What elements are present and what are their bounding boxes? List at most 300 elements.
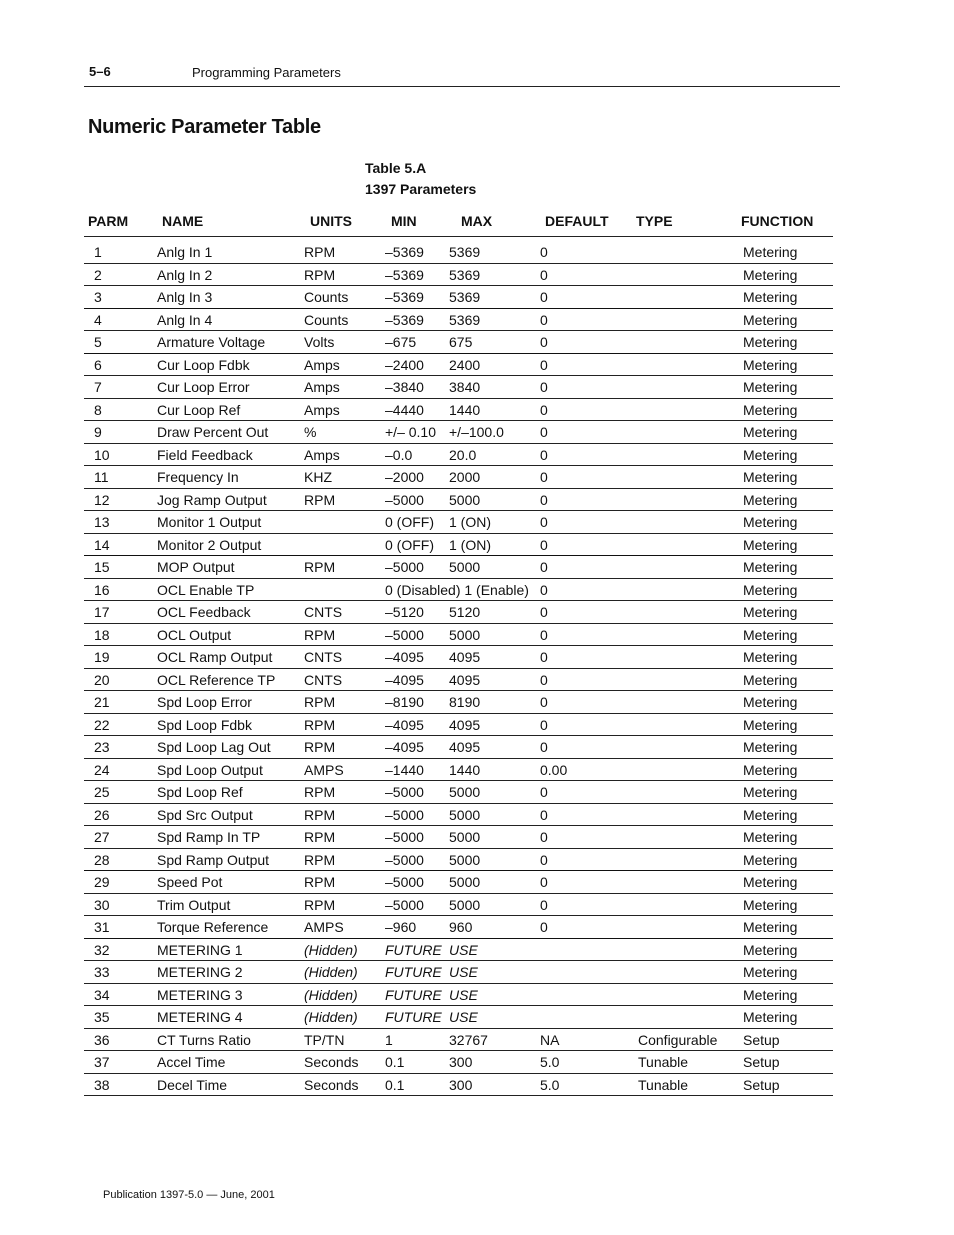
cell-function: Setup: [743, 1076, 780, 1093]
table-row: [84, 466, 833, 489]
cell-units: RPM: [304, 559, 336, 575]
cell-min: –4440: [385, 401, 424, 418]
cell-function: Metering: [743, 401, 798, 418]
cell-max: 4095: [449, 739, 481, 755]
cell-function: Metering: [743, 536, 798, 553]
cell-units: RPM: [304, 874, 336, 890]
cell-function: Metering: [743, 716, 798, 733]
cell-function: Metering: [743, 626, 798, 643]
cell-name: CT Turns Ratio: [157, 1031, 251, 1048]
cell-units: CNTS: [304, 649, 343, 665]
cell-max: 5120: [449, 604, 481, 620]
cell-name: OCL Reference TP: [157, 671, 276, 688]
cell-min: –4095: [385, 716, 424, 733]
table-row: [84, 264, 833, 287]
cell-min: –2400: [385, 356, 424, 373]
cell-name: METERING 2: [157, 964, 243, 980]
cell-function: Metering: [743, 356, 798, 373]
cell-units: (Hidden): [304, 964, 358, 980]
cell-parm: 25: [94, 784, 110, 800]
cell-max: 4095: [449, 649, 481, 665]
cell-name: OCL Ramp Output: [157, 649, 273, 665]
cell-default: 0: [540, 446, 548, 463]
cell-max: 4095: [449, 671, 481, 688]
cell-units: AMPS: [304, 919, 344, 935]
cell-default: 0: [540, 491, 548, 508]
cell-units: Amps: [304, 446, 340, 463]
cell-name: Anlg In 2: [157, 266, 213, 283]
cell-name: Speed Pot: [157, 874, 223, 890]
cell-max: 5000: [449, 851, 481, 868]
table-row: [84, 984, 833, 1007]
cell-units: Counts: [304, 289, 349, 305]
cell-units: RPM: [304, 694, 336, 710]
cell-min: –8190: [385, 694, 424, 710]
cell-function: Metering: [743, 491, 798, 508]
table-row: [84, 601, 833, 624]
cell-default: 0: [540, 784, 548, 800]
cell-default: 0: [540, 851, 548, 868]
cell-min: –4095: [385, 649, 424, 665]
cell-max: 5000: [449, 784, 481, 800]
cell-units: AMPS: [304, 761, 344, 778]
cell-min: FUTURE: [385, 986, 442, 1003]
cell-max: 300: [449, 1054, 473, 1070]
cell-max: 5000: [449, 874, 481, 890]
cell-parm: 5: [94, 334, 102, 350]
cell-parm: 23: [94, 739, 110, 755]
cell-function: Metering: [743, 739, 798, 755]
cell-min: 0.1: [385, 1076, 405, 1093]
cell-name: OCL Enable TP: [157, 581, 255, 598]
cell-name: Accel Time: [157, 1054, 226, 1070]
cell-name: Jog Ramp Output: [157, 491, 267, 508]
cell-name: Anlg In 1: [157, 244, 213, 260]
cell-default: 0: [540, 424, 548, 440]
cell-min: –5000: [385, 896, 424, 913]
cell-units: RPM: [304, 244, 336, 260]
cell-type: Tunable: [638, 1076, 689, 1093]
cell-max: 4095: [449, 716, 481, 733]
cell-function: Metering: [743, 244, 798, 260]
cell-units: CNTS: [304, 604, 343, 620]
cell-parm: 27: [94, 829, 110, 845]
cell-max: 5000: [449, 806, 481, 823]
cell-function: Metering: [743, 806, 798, 823]
table-row: [84, 691, 833, 714]
cell-units: TP/TN: [304, 1031, 345, 1048]
table-row: [84, 511, 833, 534]
cell-name: Spd Loop Error: [157, 694, 252, 710]
cell-function: Metering: [743, 896, 798, 913]
cell-min: –5120: [385, 604, 424, 620]
cell-default: 5.0: [540, 1076, 560, 1093]
cell-function: Setup: [743, 1031, 780, 1048]
table-row: [84, 871, 833, 894]
cell-min: –5000: [385, 559, 424, 575]
cell-function: Metering: [743, 289, 798, 305]
cell-max: 5000: [449, 559, 481, 575]
cell-type: Configurable: [638, 1031, 718, 1048]
cell-function: Metering: [743, 671, 798, 688]
cell-name: METERING 1: [157, 941, 243, 958]
cell-max: 3840: [449, 379, 481, 395]
cell-units: RPM: [304, 626, 336, 643]
cell-name: Spd Ramp In TP: [157, 829, 261, 845]
cell-max: 5369: [449, 266, 481, 283]
cell-name: METERING 3: [157, 986, 243, 1003]
cell-max: 2000: [449, 469, 481, 485]
cell-units: RPM: [304, 266, 336, 283]
cell-function: Metering: [743, 784, 798, 800]
cell-name: Spd Ramp Output: [157, 851, 270, 868]
cell-parm: 15: [94, 559, 110, 575]
col-header-parm: PARM: [88, 213, 129, 229]
cell-function: Metering: [743, 829, 798, 845]
cell-parm: 31: [94, 919, 110, 935]
cell-function: Metering: [743, 919, 798, 935]
cell-max: 5000: [449, 626, 481, 643]
cell-default: 0: [540, 649, 548, 665]
cell-name: Cur Loop Fdbk: [157, 356, 250, 373]
cell-name: Spd Src Output: [157, 806, 253, 823]
cell-parm: 36: [94, 1031, 110, 1048]
table-row: [84, 309, 833, 332]
cell-max: 1440: [449, 401, 481, 418]
cell-units: Amps: [304, 356, 340, 373]
cell-default: 0: [540, 536, 548, 553]
table-row: [84, 376, 833, 399]
cell-min: FUTURE: [385, 941, 442, 958]
cell-parm: 34: [94, 986, 110, 1003]
cell-min: –4095: [385, 739, 424, 755]
cell-name: METERING 4: [157, 1009, 243, 1025]
cell-function: Metering: [743, 761, 798, 778]
table-caption-number: Table 5.A: [365, 160, 427, 176]
cell-min: –960: [385, 919, 417, 935]
cell-default: 0: [540, 806, 548, 823]
cell-name: Cur Loop Error: [157, 379, 250, 395]
cell-max: 32767: [449, 1031, 488, 1048]
page-header: [84, 64, 840, 87]
cell-min: +/– 0.10: [385, 424, 436, 440]
cell-parm: 29: [94, 874, 110, 890]
table-caption: [365, 158, 476, 200]
cell-parm: 32: [94, 941, 110, 958]
cell-min: –0.0: [385, 446, 413, 463]
cell-function: Metering: [743, 334, 798, 350]
cell-name: Armature Voltage: [157, 334, 266, 350]
cell-function: Metering: [743, 694, 798, 710]
cell-min: –5000: [385, 491, 424, 508]
table-row: [84, 444, 833, 467]
cell-max: USE: [449, 986, 478, 1003]
cell-max: 1 (ON): [449, 536, 491, 553]
cell-max: 5369: [449, 244, 481, 260]
cell-units: RPM: [304, 896, 336, 913]
table-row: [84, 241, 833, 264]
running-title: Programming Parameters: [192, 65, 341, 80]
cell-max: 300: [449, 1076, 473, 1093]
cell-name: Anlg In 3: [157, 289, 213, 305]
cell-units: (Hidden): [304, 941, 358, 958]
table-row: [84, 1051, 833, 1074]
cell-units: RPM: [304, 491, 336, 508]
cell-max: USE: [449, 941, 478, 958]
cell-max: 1440: [449, 761, 481, 778]
cell-function: Metering: [743, 964, 798, 980]
cell-type: Tunable: [638, 1054, 689, 1070]
table-row: [84, 286, 833, 309]
cell-function: Metering: [743, 559, 798, 575]
cell-function: Metering: [743, 604, 798, 620]
cell-parm: 18: [94, 626, 110, 643]
cell-min: –5369: [385, 311, 424, 328]
cell-name: Spd Loop Ref: [157, 784, 243, 800]
section-title: Numeric Parameter Table: [88, 116, 321, 138]
cell-parm: 3: [94, 289, 102, 305]
cell-name: Decel Time: [157, 1076, 228, 1093]
cell-function: Metering: [743, 1009, 798, 1025]
cell-default: 0: [540, 334, 548, 350]
cell-parm: 12: [94, 491, 110, 508]
cell-min: –5000: [385, 851, 424, 868]
table-caption-title: 1397 Parameters: [365, 181, 477, 197]
table-row: [84, 849, 833, 872]
cell-parm: 14: [94, 536, 110, 553]
col-header-units: UNITS: [310, 213, 352, 229]
cell-min: –5000: [385, 806, 424, 823]
cell-units: Amps: [304, 379, 340, 395]
cell-units: Seconds: [304, 1054, 359, 1070]
table-row: [84, 556, 833, 579]
cell-max: USE: [449, 964, 478, 980]
table-row: [84, 916, 833, 939]
cell-default: 0: [540, 289, 548, 305]
cell-units: KHZ: [304, 469, 332, 485]
cell-min: –5000: [385, 784, 424, 800]
cell-function: Metering: [743, 874, 798, 890]
cell-min: –5369: [385, 244, 424, 260]
cell-max: 5000: [449, 896, 481, 913]
cell-units: RPM: [304, 829, 336, 845]
cell-default: 0: [540, 874, 548, 890]
table-row: [84, 624, 833, 647]
table-row: [84, 421, 833, 444]
table-row: [84, 961, 833, 984]
cell-units: RPM: [304, 716, 336, 733]
table-row: [84, 759, 833, 782]
cell-function: Setup: [743, 1054, 780, 1070]
cell-parm: 17: [94, 604, 110, 620]
cell-default: 0: [540, 356, 548, 373]
cell-default: 0: [540, 896, 548, 913]
cell-parm: 22: [94, 716, 110, 733]
cell-max: 5000: [449, 829, 481, 845]
cell-min: –5369: [385, 289, 424, 305]
cell-min: FUTURE: [385, 964, 442, 980]
cell-default: 0: [540, 559, 548, 575]
table-row: [84, 646, 833, 669]
cell-default: 0: [540, 919, 548, 935]
cell-name: Monitor 2 Output: [157, 536, 262, 553]
publication-footer: Publication 1397-5.0 — June, 2001: [103, 1189, 275, 1201]
cell-name: Frequency In: [157, 469, 239, 485]
table-row: [84, 781, 833, 804]
cell-default: 0: [540, 581, 548, 598]
cell-parm: 26: [94, 806, 110, 823]
page-number: 5–6: [89, 64, 111, 79]
cell-default: 0: [540, 626, 548, 643]
cell-max: 8190: [449, 694, 481, 710]
cell-function: Metering: [743, 266, 798, 283]
cell-parm: 16: [94, 581, 110, 598]
cell-max: 20.0: [449, 446, 477, 463]
cell-min: –5000: [385, 829, 424, 845]
cell-default: 0: [540, 311, 548, 328]
cell-parm: 37: [94, 1054, 110, 1070]
cell-parm: 35: [94, 1009, 110, 1025]
cell-units: CNTS: [304, 671, 343, 688]
table-row: [84, 736, 833, 759]
cell-parm: 8: [94, 401, 102, 418]
cell-max: 5000: [449, 491, 481, 508]
cell-min: –1440: [385, 761, 424, 778]
cell-units: Amps: [304, 401, 340, 418]
table-row: [84, 399, 833, 422]
cell-units: Counts: [304, 311, 349, 328]
cell-max: 675: [449, 334, 473, 350]
cell-max: 1 (ON): [449, 514, 491, 530]
cell-default: 5.0: [540, 1054, 560, 1070]
cell-name: OCL Feedback: [157, 604, 251, 620]
cell-name: Spd Loop Lag Out: [157, 739, 271, 755]
cell-default: 0: [540, 829, 548, 845]
col-header-type: TYPE: [636, 213, 673, 229]
table-row: [84, 534, 833, 557]
col-header-function: FUNCTION: [741, 213, 814, 229]
cell-units: Volts: [304, 334, 335, 350]
cell-min: 1: [385, 1031, 393, 1048]
cell-name: Spd Loop Fdbk: [157, 716, 252, 733]
cell-function: Metering: [743, 469, 798, 485]
cell-parm: 21: [94, 694, 110, 710]
cell-min: 0 (OFF): [385, 536, 434, 553]
cell-max: +/–100.0: [449, 424, 504, 440]
cell-default: 0.00: [540, 761, 568, 778]
cell-min: 0 (Disabled) 1 (Enable): [385, 581, 529, 598]
cell-function: Metering: [743, 986, 798, 1003]
cell-function: Metering: [743, 581, 798, 598]
cell-default: NA: [540, 1031, 560, 1048]
cell-default: 0: [540, 739, 548, 755]
cell-name: Spd Loop Output: [157, 761, 263, 778]
cell-name: Field Feedback: [157, 446, 253, 463]
cell-max: 2400: [449, 356, 481, 373]
cell-function: Metering: [743, 311, 798, 328]
col-header-min: MIN: [391, 213, 417, 229]
col-header-name: NAME: [162, 213, 204, 229]
cell-units: RPM: [304, 851, 336, 868]
cell-default: 0: [540, 716, 548, 733]
cell-parm: 38: [94, 1076, 110, 1093]
table-row: [84, 1006, 833, 1029]
cell-parm: 33: [94, 964, 110, 980]
cell-max: 5369: [449, 311, 481, 328]
table-row: [84, 939, 833, 962]
cell-name: Anlg In 4: [157, 311, 213, 328]
cell-parm: 9: [94, 424, 102, 440]
table-row: [84, 894, 833, 917]
cell-name: Trim Output: [157, 896, 231, 913]
cell-min: –5369: [385, 266, 424, 283]
cell-max: 5369: [449, 289, 481, 305]
cell-function: Metering: [743, 424, 798, 440]
cell-min: –5000: [385, 874, 424, 890]
cell-name: MOP Output: [157, 559, 235, 575]
table-row: [84, 714, 833, 737]
table-row: [84, 1074, 833, 1097]
cell-min: –3840: [385, 379, 424, 395]
table-row: [84, 1029, 833, 1052]
cell-min: 0 (OFF): [385, 514, 434, 530]
cell-parm: 13: [94, 514, 110, 530]
cell-parm: 4: [94, 311, 102, 328]
col-header-max: MAX: [461, 213, 493, 229]
cell-function: Metering: [743, 941, 798, 958]
table-row: [84, 804, 833, 827]
cell-min: –2000: [385, 469, 424, 485]
cell-default: 0: [540, 671, 548, 688]
header-rule: [84, 236, 833, 237]
cell-units: (Hidden): [304, 1009, 358, 1025]
cell-parm: 2: [94, 266, 102, 283]
cell-min: –675: [385, 334, 417, 350]
cell-units: RPM: [304, 784, 336, 800]
cell-name: Torque Reference: [157, 919, 269, 935]
table-row: [84, 579, 833, 602]
cell-function: Metering: [743, 851, 798, 868]
cell-parm: 28: [94, 851, 110, 868]
cell-function: Metering: [743, 379, 798, 395]
cell-parm: 1: [94, 244, 102, 260]
cell-parm: 10: [94, 446, 110, 463]
col-header-default: DEFAULT: [545, 213, 609, 229]
cell-parm: 20: [94, 671, 110, 688]
cell-default: 0: [540, 266, 548, 283]
cell-default: 0: [540, 514, 548, 530]
cell-default: 0: [540, 379, 548, 395]
cell-default: 0: [540, 244, 548, 260]
cell-units: (Hidden): [304, 986, 358, 1003]
cell-default: 0: [540, 469, 548, 485]
cell-default: 0: [540, 604, 548, 620]
cell-units: RPM: [304, 739, 336, 755]
table-row: [84, 331, 833, 354]
cell-min: –4095: [385, 671, 424, 688]
parameter-table-body: [84, 241, 833, 1096]
cell-min: FUTURE: [385, 1009, 442, 1025]
cell-function: Metering: [743, 514, 798, 530]
cell-parm: 7: [94, 379, 102, 395]
cell-units: Seconds: [304, 1076, 359, 1093]
cell-parm: 24: [94, 761, 110, 778]
cell-function: Metering: [743, 446, 798, 463]
cell-units: %: [304, 424, 317, 440]
cell-units: RPM: [304, 806, 336, 823]
cell-max: USE: [449, 1009, 478, 1025]
cell-name: OCL Output: [157, 626, 232, 643]
